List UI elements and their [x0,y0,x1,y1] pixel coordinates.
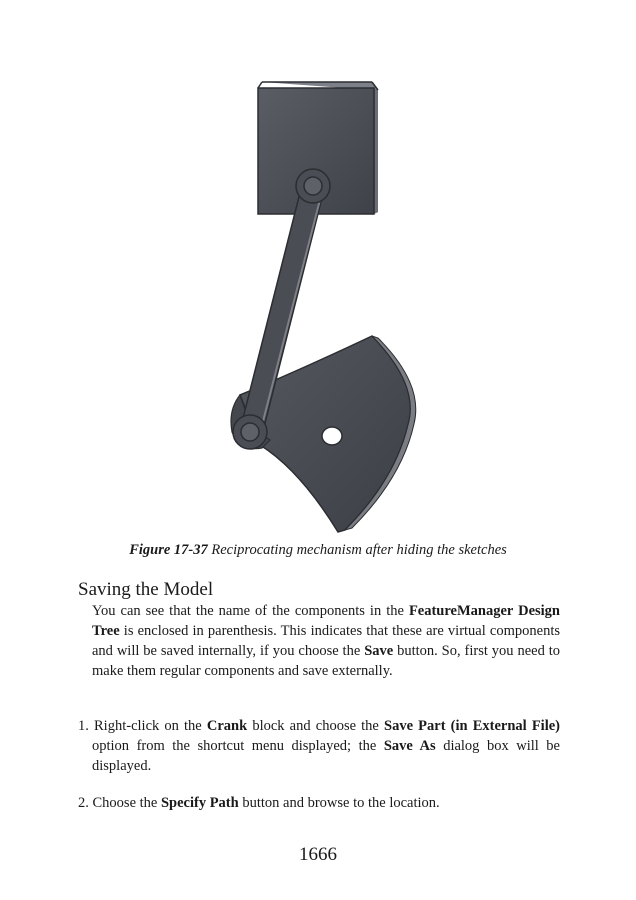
step-2-text-2: button and browse to the location. [238,795,440,811]
step-1-text-2: block and choose the [247,718,385,734]
step-1-bold-save-part: Save Part (in External File) [384,718,561,734]
figure-caption [0,540,636,560]
step-2-text-1: Choose the [88,795,161,811]
section-heading: Saving the Model [78,579,214,600]
step-2-number: 2. [78,795,89,811]
intro-paragraph [92,601,560,681]
step-1-bold-save-as: Save As [383,738,436,754]
figure-label: Figure 17-37 [129,542,208,558]
pivot-hole-icon [322,427,342,445]
step-2-bold-specify-path: Specify Path [160,795,239,811]
step-1-bold-crank: Crank [206,718,248,734]
intro-bold-feature-manager: FeatureManager Design Tree [92,603,560,639]
intro-text-3: button. So, first you need to make them regular components and save externally. [92,643,560,679]
intro-text-1: You can see that the name of the components in the [92,603,409,619]
lower-pin-joint [233,415,267,449]
upper-pin-joint [296,169,330,203]
intro-bold-save: Save [364,643,394,659]
step-1-text-1: Right-click on the [88,718,207,734]
figure-caption-text: Reciprocating mechanism after hiding the sketches [211,542,507,558]
step-2 [78,793,560,813]
page-number: 1666 [299,844,337,865]
step-1-number: 1. [78,718,89,734]
step-1-text-3: option from the shortcut menu displayed; the [92,738,384,754]
step-1-text-4: dialog box will be displayed. [92,738,560,774]
intro-text-2: is enclosed in parenthesis. This indicates that these are virtual components and will be saved internally, if you choose the [92,623,560,659]
step-1 [78,716,560,776]
